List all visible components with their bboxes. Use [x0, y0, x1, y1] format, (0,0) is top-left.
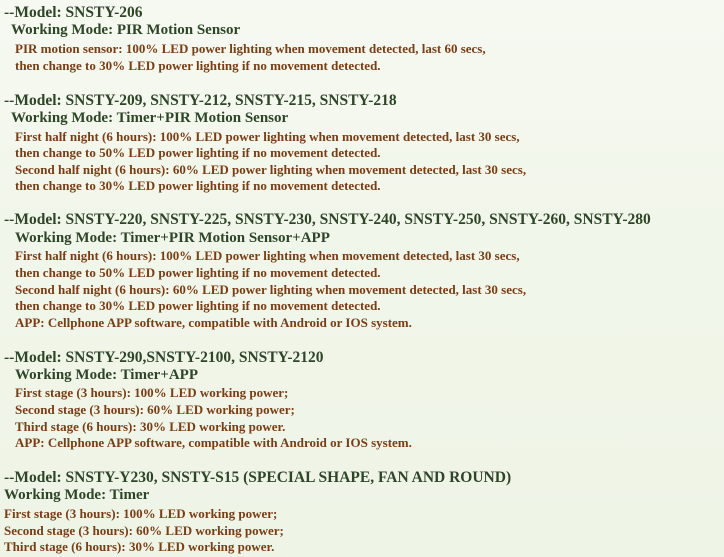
- detail-line: Second stage (3 hours): 60% LED working power;: [4, 523, 284, 538]
- detail-line: Third stage (6 hours): 30% LED working power.: [4, 539, 275, 554]
- detail-line: Second half night (6 hours): 60% LED power lighting when movement detected, last 30 secs,: [15, 282, 527, 297]
- model-heading: --Model: SNSTY-290,SNSTY-2100, SNSTY-2120: [4, 349, 324, 366]
- detail-line: PIR motion sensor: 100% LED power lighting when movement detected, last 60 secs,: [15, 41, 486, 56]
- detail-line: APP: Cellphone APP software, compatible with Android or IOS system.: [15, 315, 412, 330]
- detail-line: then change to 30% LED power lighting if no movement detected.: [15, 298, 381, 313]
- model-heading: --Model: SNSTY-220, SNSTY-225, SNSTY-230, SNSTY-240, SNSTY-250, SNSTY-260, SNSTY-280: [4, 211, 651, 228]
- model-heading: --Model: SNSTY-Y230, SNSTY-S15 (SPECIAL SHAPE, FAN AND ROUND): [4, 469, 512, 486]
- detail-line: APP: Cellphone APP software, compatible with Android or IOS system.: [15, 435, 412, 450]
- working-mode: Working Mode: Timer+PIR Motion Sensor: [11, 110, 289, 126]
- model-heading: --Model: SNSTY-209, SNSTY-212, SNSTY-215, SNSTY-218: [4, 92, 397, 109]
- working-mode: Working Mode: Timer+APP: [15, 367, 198, 383]
- detail-line: First stage (3 hours): 100% LED working power;: [4, 506, 278, 521]
- detail-line: Second half night (6 hours): 60% LED power lighting when movement detected, last 30 secs,: [15, 162, 527, 177]
- detail-line: then change to 50% LED power lighting if no movement detected.: [15, 145, 381, 160]
- detail-line: Third stage (6 hours): 30% LED working power.: [15, 419, 286, 434]
- detail-line: then change to 30% LED power lighting if no movement detected.: [15, 58, 381, 73]
- detail-line: then change to 50% LED power lighting if no movement detected.: [15, 265, 381, 280]
- detail-line: then change to 30% LED power lighting if no movement detected.: [15, 178, 381, 193]
- detail-line: First half night (6 hours): 100% LED power lighting when movement detected, last 30 secs,: [15, 248, 520, 263]
- working-mode: Working Mode: Timer+PIR Motion Sensor+APP: [15, 230, 330, 246]
- model-heading: --Model: SNSTY-206: [4, 4, 143, 21]
- detail-line: First half night (6 hours): 100% LED power lighting when movement detected, last 30 secs,: [15, 129, 520, 144]
- working-mode: Working Mode: Timer: [4, 487, 150, 503]
- detail-line: First stage (3 hours): 100% LED working power;: [15, 385, 289, 400]
- working-mode: Working Mode: PIR Motion Sensor: [11, 22, 241, 38]
- detail-line: Second stage (3 hours): 60% LED working power;: [15, 402, 295, 417]
